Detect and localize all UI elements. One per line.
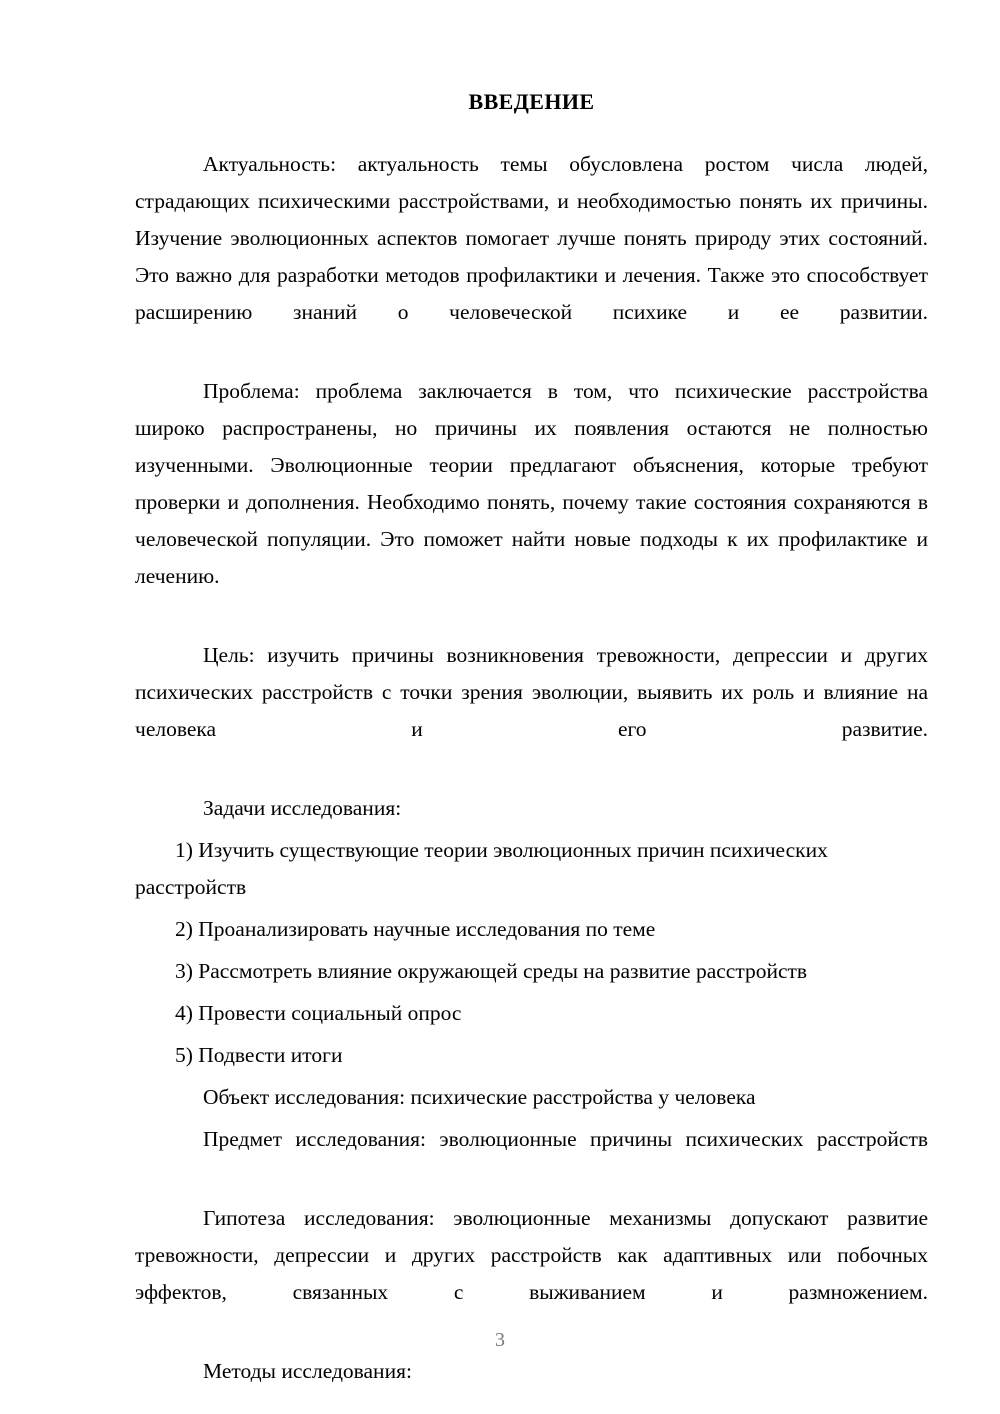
list-item: 5) Подвести итоги	[175, 1042, 343, 1067]
list-item: 3) Рассмотреть влияние окружающей среды на развитие расстройств	[175, 958, 808, 983]
paragraph-goal: Цель: изучить причины возникновения тревожности, депрессии и других психических расстройств с точки зрения эволюции, выявить их роль и влияние на человека и его развитие.	[135, 642, 928, 741]
paragraph-object: Объект исследования: психические расстройства у человека	[203, 1084, 756, 1109]
list-item: 2) Проанализировать научные исследования по теме	[175, 916, 656, 941]
paragraph-subject: Предмет исследования: эволюционные причины психических расстройств	[203, 1126, 928, 1151]
list-item: 4) Провести социальный опрос	[175, 1000, 462, 1025]
paragraph-problem: Проблема: проблема заключается в том, что психические расстройства широко распространены, но причины их появления остаются не полностью изученными. Эволюционные теории предлагают объяснения, которые требуют проверки и дополнения. Необходимо понять, почему такие состояния сохраняются в человеческой популяции. Это поможет найти новые подходы к их профилактике и лечению.	[135, 378, 928, 588]
page-title: ВВЕДЕНИЕ	[468, 89, 595, 114]
tasks-label: Задачи исследования:	[203, 795, 402, 820]
paragraph-hypothesis: Гипотеза исследования: эволюционные механизмы допускают развитие тревожности, депрессии и других расстройств как адаптивных или побочных эффектов, связанных с выживанием и размножением.	[135, 1205, 928, 1304]
page-number: 3	[495, 1329, 505, 1351]
paragraph-relevance: Актуальность: актуальность темы обусловлена ростом числа людей, страдающих психическими расстройствами, и необходимостью понять их причины. Изучение эволюционных аспектов помогает лучше понять природу этих состояний. Это важно для разработки методов профилактики и лечения. Также это способствует расширению знаний о человеческой психике и ее развитии.	[135, 151, 928, 324]
document-body	[135, 88, 928, 1395]
methods-label: Методы исследования:	[203, 1358, 412, 1383]
list-item: 1) Изучить существующие теории эволюционных причин психических расстройств	[135, 837, 828, 899]
